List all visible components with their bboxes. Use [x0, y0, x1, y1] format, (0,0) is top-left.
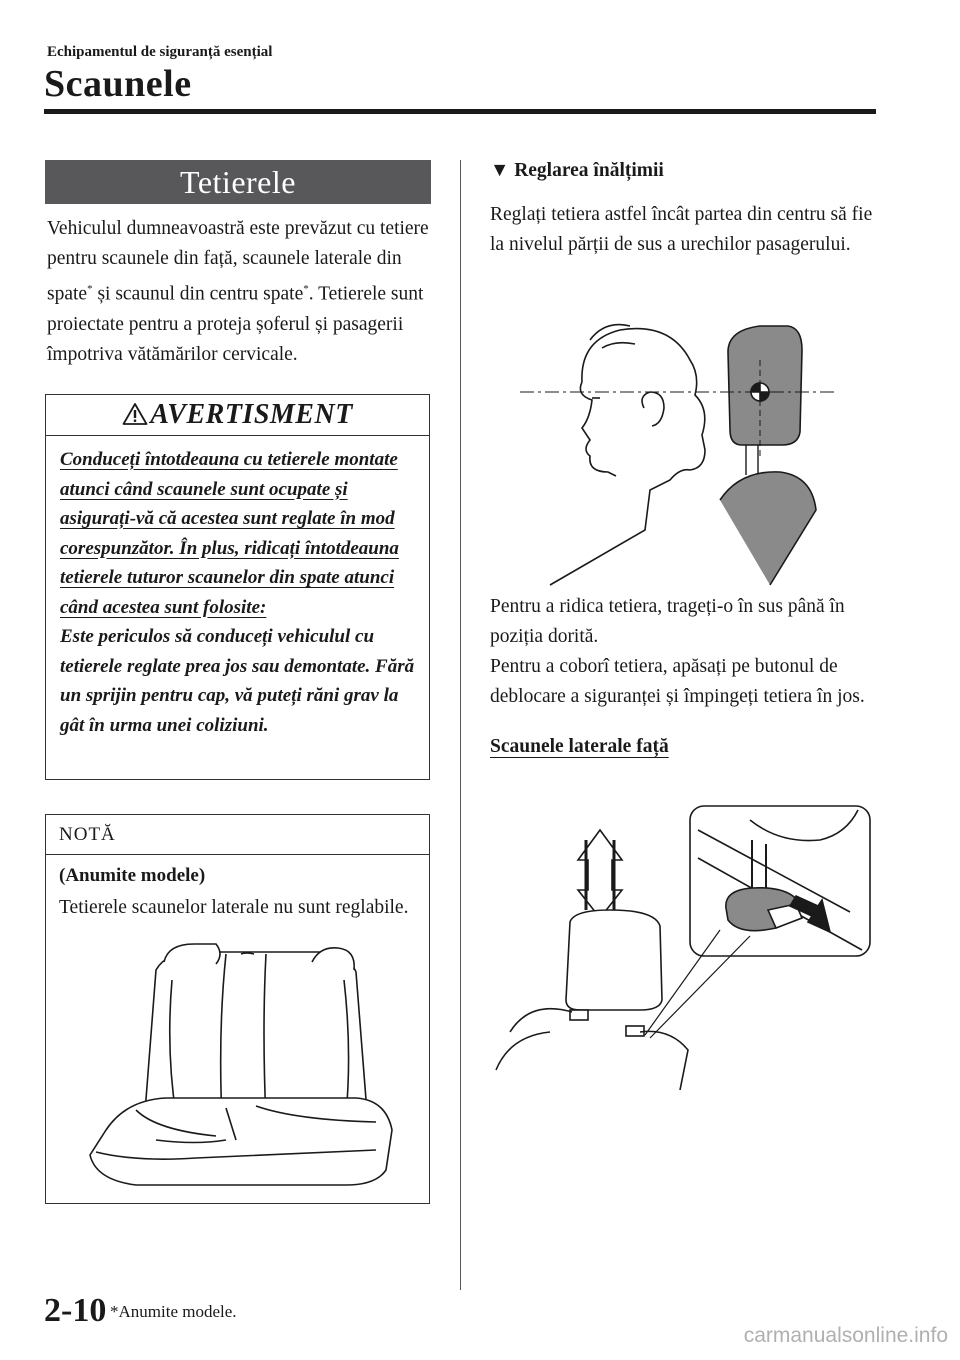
note-subtitle: (Anumite modele) — [59, 865, 206, 886]
page-title: Scaunele — [44, 63, 192, 105]
warning-box — [45, 394, 430, 780]
height-paragraph: Reglați tetiera astfel încât partea din centru să fie la nivelul părții de sus a urechilor pasagerului. — [490, 204, 873, 255]
warning-title: AVERTISMENT — [150, 399, 353, 430]
section-banner: Tetierele — [45, 160, 431, 204]
intro-paragraph: Vehiculul dumneavoastră este prevăzut cu tetiere pentru scaunele din față, scaunele laterale din spate* și scaunul din centru spate*. Tetierele sunt proiectate pentru a proteja șoferul și pasagerii împotriva vătămărilor cervicale. — [47, 218, 429, 365]
headrest-release-illustration — [490, 800, 880, 1090]
watermark: carmanualsonline.info — [743, 1324, 948, 1347]
triangle-bullet-icon: ▼ — [490, 160, 515, 181]
height-adjust-heading: ▼ Reglarea înălțimii — [490, 160, 664, 181]
column-divider — [460, 160, 461, 1290]
front-seats-heading: Scaunele laterale față — [490, 736, 669, 757]
warning-plain-text: Este periculos să conduceți vehiculul cu tetierele reglate prea jos sau demontate. Fără un sprijin pentru cap, vă puteți răni grav la gât în urma unei coliziuni. — [60, 626, 415, 736]
rear-seat-illustration — [76, 940, 406, 1190]
warning-triangle-icon — [122, 402, 148, 426]
note-header: NOTĂ — [46, 815, 429, 855]
warning-header — [46, 395, 429, 436]
note-box — [45, 814, 430, 1204]
headrest-height-illustration — [520, 300, 850, 590]
note-text: Tetierele scaunelor laterale nu sunt reglabile. — [59, 897, 409, 918]
section-label: Echipamentul de siguranță esențial — [47, 44, 273, 60]
title-rule — [44, 109, 876, 114]
page-number: 2-10 — [44, 1292, 107, 1329]
footnote: *Anumite modele. — [110, 1302, 237, 1321]
raise-lower-paragraph: Pentru a ridica tetiera, trageți-o în sus până în poziția dorită. Pentru a coborî tetiera, apăsați pe butonul de deblocare a siguranței și împingeți tetiera în jos. — [490, 596, 865, 707]
warning-text — [60, 445, 418, 740]
warning-underlined-text: Conduceți întotdeauna cu tetierele montate atunci când scaunele sunt ocupate și asigurați-vă că acestea sunt reglate în mod corespunzător. În plus, ridicați întotdeauna tetierele tuturor scaunelor din spate atunci când acestea sunt folosite: — [60, 449, 399, 618]
